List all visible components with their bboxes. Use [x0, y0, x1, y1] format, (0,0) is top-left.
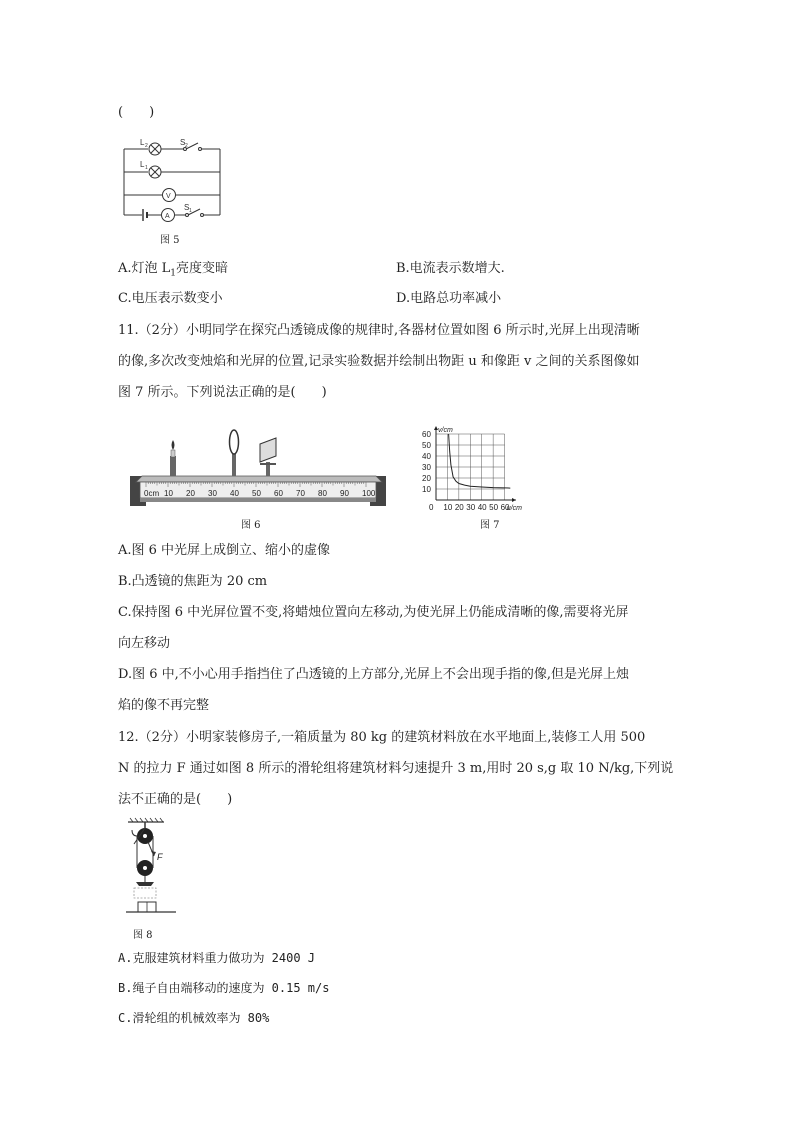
svg-text:1: 1: [189, 208, 192, 214]
x-tick-label: 30: [466, 503, 476, 512]
q10-answer-bracket: ( ): [118, 105, 155, 120]
ruler-label: 70: [296, 489, 305, 498]
x-tick-label: 10: [443, 503, 453, 512]
x-tick-label: 40: [477, 503, 487, 512]
x-tick-label: 20: [454, 503, 464, 512]
svg-text:A: A: [165, 213, 170, 220]
y-axis-label: v/cm: [438, 427, 453, 434]
q12-stem-line2: N 的拉力 F 通过如图 8 所示的滑轮组将建筑材料匀速提升 3 m,用时 20 s,g 取 10 N/kg,下列说: [118, 761, 674, 776]
svg-text:1: 1: [145, 165, 148, 171]
x-tick-label: 50: [489, 503, 499, 512]
candle-icon: [170, 440, 176, 476]
q12-stem-line3: 法不正确的是( ): [118, 792, 233, 807]
x-axis-arrow-icon: [512, 498, 516, 502]
fig6-caption: 图 6: [241, 520, 261, 531]
ruler-label: 10: [164, 489, 173, 498]
uv-relationship-chart: [410, 422, 560, 514]
svg-text:F: F: [157, 852, 163, 862]
q10-option-a: A.灯泡 $L_1$亮度变暗: [118, 261, 229, 279]
y-tick-label: 10: [422, 485, 431, 494]
y-tick-label: 40: [422, 452, 431, 461]
convex-lens-icon: [230, 430, 239, 476]
y-tick-label: 20: [422, 474, 431, 483]
q12-stem-line1: 12.（2分）小明家装修房子,一箱质量为 80 kg 的建筑材料放在水平地面上,装修工人用 500: [118, 730, 646, 745]
svg-text:S: S: [184, 203, 190, 212]
q11-option-b: B.凸透镜的焦距为 20 cm: [118, 574, 268, 589]
ruler-label: 40: [230, 489, 239, 498]
svg-text:L: L: [140, 138, 145, 147]
ruler-label: 60: [274, 489, 283, 498]
svg-text:2: 2: [185, 143, 188, 149]
q12-option-a: A.克服建筑材料重力做功为 2400 J: [118, 951, 316, 965]
light-screen-icon: [260, 438, 276, 476]
q11-stem-line1: 11.（2分）小明同学在探究凸透镜成像的规律时,各器材位置如图 6 所示时,光屏上出现清晰: [118, 323, 640, 338]
q11-option-d-line2: 焰的像不再完整: [118, 698, 210, 713]
y-tick-label: 30: [422, 463, 431, 472]
svg-text:2: 2: [145, 143, 148, 149]
q11-option-c-line2: 向左移动: [118, 636, 171, 651]
ruler-label: 90: [340, 489, 349, 498]
ruler-label: 20: [186, 489, 195, 498]
q12-option-c: C.滑轮组的机械效率为 80%: [118, 1011, 270, 1025]
q11-option-c-line1: C.保持图 6 中光屏位置不变,将蜡烛位置向左移动,为使光屏上仍能成清晰的像,需要将光屏: [118, 605, 629, 620]
ruler-label: 30: [208, 489, 217, 498]
x-tick-label: 0: [429, 503, 434, 512]
q12-option-b: B.绳子自由端移动的速度为 0.15 m/s: [118, 981, 330, 995]
q11-option-a: A.图 6 中光屏上成倒立、缩小的虚像: [118, 543, 331, 558]
switch-s2-icon: [186, 143, 198, 149]
ruler-label: 80: [318, 489, 327, 498]
fig7-caption: 图 7: [480, 520, 500, 531]
svg-text:L: L: [140, 160, 145, 169]
uv-curve-line: [449, 434, 511, 488]
circuit-diagram: [118, 135, 228, 225]
svg-text:S: S: [180, 138, 186, 147]
y-tick-label: 60: [422, 430, 431, 439]
q11-option-d-line1: D.图 6 中,不小心用手指挡住了凸透镜的上方部分,光屏上不会出现手指的像,但是光屏上烛: [118, 667, 630, 682]
fig8-caption: 图 8: [133, 930, 153, 941]
ruler-label: 100: [362, 489, 376, 498]
x-axis-label: u/cm: [506, 505, 523, 512]
y-tick-label: 50: [422, 441, 431, 450]
ruler-label: 50: [252, 489, 261, 498]
fig5-caption: 图 5: [160, 235, 180, 246]
pulley-system-diagram: [124, 818, 180, 922]
x-tick-label: 60: [500, 503, 510, 512]
q11-stem-line2: 的像,多次改变烛焰和光屏的位置,记录实验数据并绘制出物距 u 和像距 v 之间的关系图像如: [118, 354, 640, 369]
optical-bench-diagram: [128, 420, 388, 512]
ruler-label: 0cm: [144, 489, 160, 498]
q11-stem-line3: 图 7 所示。下列说法正确的是( ): [118, 385, 327, 400]
q10-option-b: B.电流表示数增大.: [396, 261, 505, 276]
q10-option-c: C.电压表示数变小: [118, 291, 223, 306]
q10-option-d: D.电路总功率减小: [396, 291, 502, 306]
svg-text:V: V: [166, 193, 171, 200]
